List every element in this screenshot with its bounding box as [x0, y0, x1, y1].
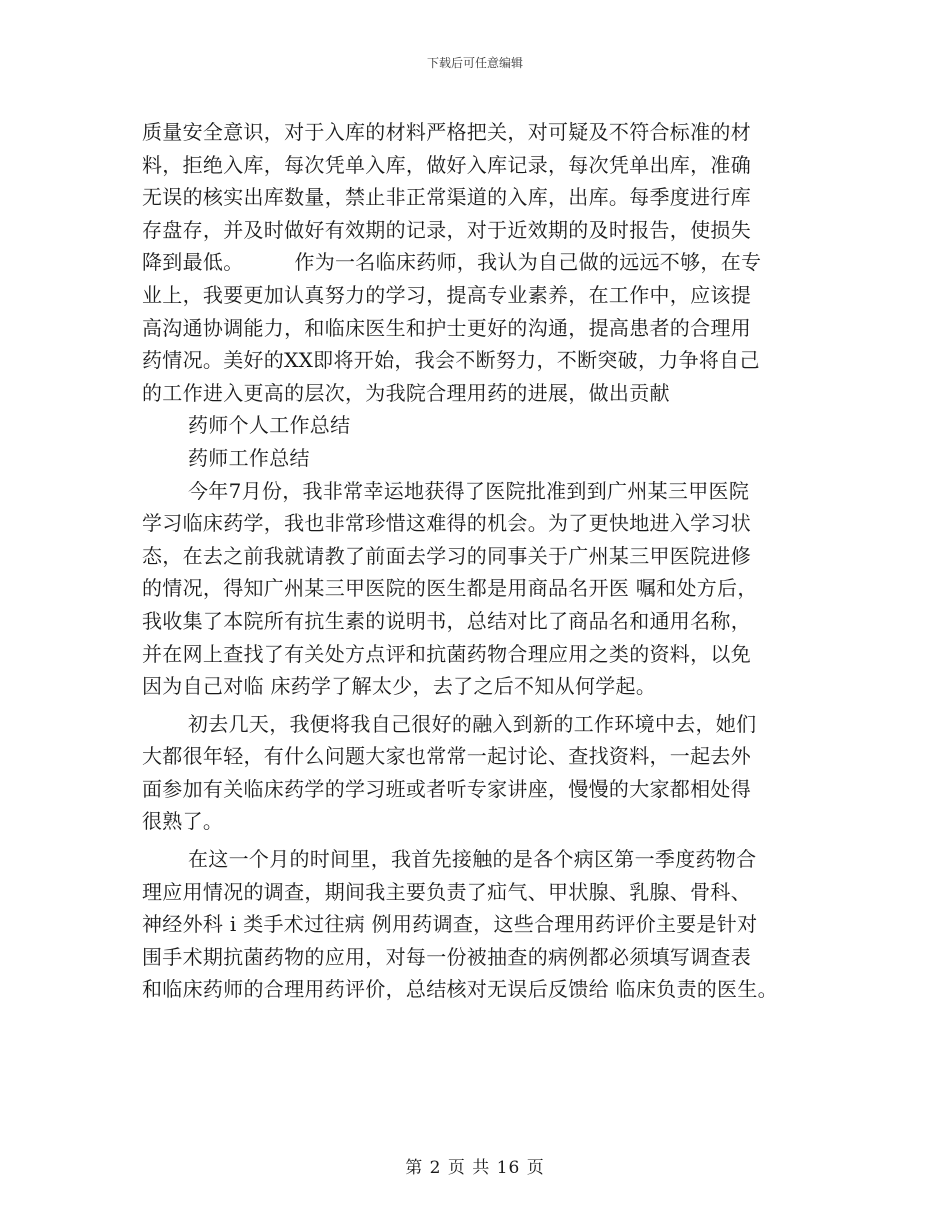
text-line: 学习临床药学，我也非常珍惜这难得的机会。为了更快地进入学习状	[142, 511, 751, 536]
paragraph-3	[142, 708, 822, 838]
text-line: 大都很年轻，有什么问题大家也常常一起讨论、查找资料，一起去外	[142, 744, 751, 769]
page-header: 下载后可任意编辑	[426, 56, 523, 70]
text-line: 因为自己对临 床药学了解太少，去了之后不知从何学起。	[142, 674, 657, 699]
text-line: 态，在去之前我就请教了前面去学习的同事关于广州某三甲医院进修	[142, 543, 751, 568]
text-line: 面参加有关临床药学的学习班或者听专家讲座，慢慢的大家都相处得	[142, 776, 751, 801]
page-footer: 第 2 页 共 16 页	[405, 1158, 545, 1178]
text-line: 的情况，得知广州某三甲医院的医生都是用商品名开医 嘱和处方后，	[142, 576, 758, 601]
paragraph-2	[142, 475, 822, 703]
text-line: 在这一个月的时间里，我首先接触的是各个病区第一季度药物合	[188, 847, 757, 872]
text-line: 业上，我要更加认真努力的学习，提高专业素养，在工作中，应该提	[142, 282, 751, 307]
text-line: 高沟通协调能力，和临床医生和护士更好的沟通，提高患者的合理用	[142, 315, 751, 340]
text-line: 料，拒绝入库，每次凭单入库，做好入库记录，每次凭单出库，准确	[142, 152, 751, 177]
text-line: 和临床药师的合理用药评价，总结核对无误后反馈给 临床负责的医生。	[142, 977, 778, 1002]
text-line: 的工作进入更高的层次，为我院合理用药的进展，做出贡献	[142, 380, 670, 405]
section-title: 药师工作总结	[188, 445, 310, 470]
text-line: 我收集了本院所有抗生素的说明书，总结对比了商品名和通用名称，	[142, 608, 751, 633]
text-line: 无误的核实出库数量，禁止非正常渠道的入库，出库。每季度进行库	[142, 185, 751, 210]
text-line: 药情况。美好的XX即将开始，我会不断努力，不断突破，力争将自己	[142, 348, 760, 373]
section-title: 药师个人工作总结	[188, 413, 351, 438]
text-line: 质量安全意识，对于入库的材料严格把关，对可疑及不符合标准的材	[142, 120, 751, 144]
paragraph-1	[142, 116, 822, 409]
text-line: 初去几天，我便将我自己很好的融入到新的工作环境中去，她们	[188, 711, 757, 736]
text-line: 很熟了。	[142, 809, 224, 834]
document-body	[142, 116, 822, 1006]
paragraph-4	[142, 843, 822, 1006]
text-line: 降到最低。 作为一名临床药师，我认为自己做的远远不够，在专	[142, 250, 762, 275]
text-line: 存盘存，并及时做好有效期的记录，对于近效期的及时报告，使损失	[142, 217, 751, 242]
text-line: 理应用情况的调查，期间我主要负责了疝气、甲状腺、乳腺、骨科、	[142, 879, 751, 904]
text-line: 并在网上查找了有关处方点评和抗菌药物合理应用之类的资料，以免	[142, 641, 751, 666]
text-line: 围手术期抗菌药物的应用，对每一份被抽查的病例都必须填写调查表	[142, 944, 751, 969]
text-line: 今年7月份，我非常幸运地获得了医院批准到到广州某三甲医院	[188, 478, 750, 503]
text-line: 神经外科 i 类手术过往病 例用药调查，这些合理用药评价主要是针对	[142, 912, 758, 937]
